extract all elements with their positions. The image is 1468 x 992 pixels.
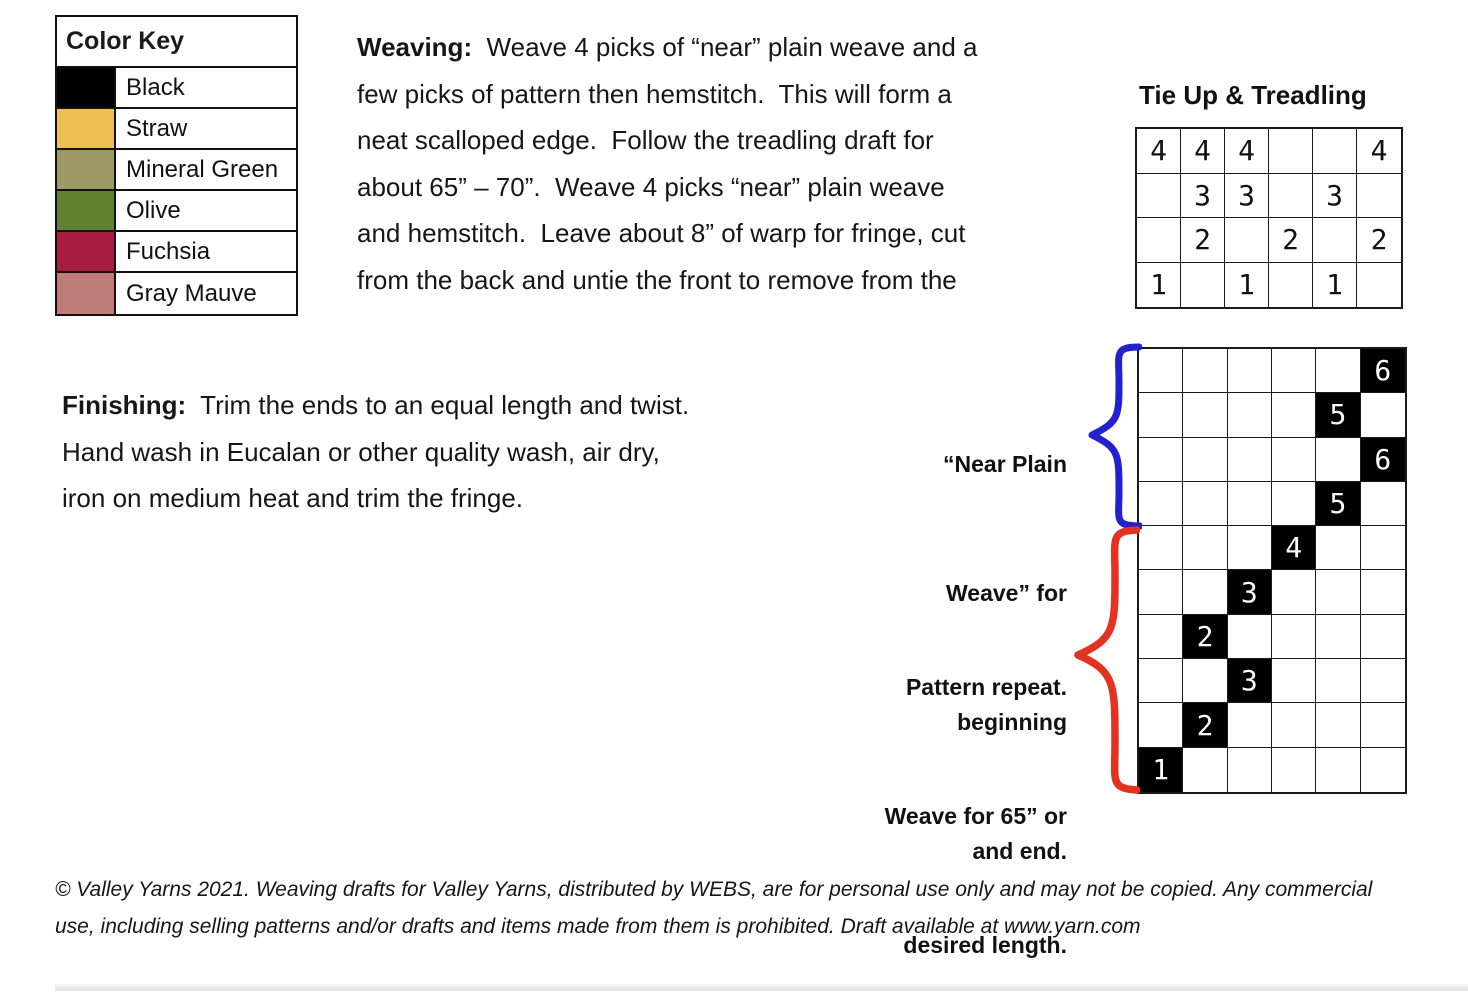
grid-cell: [1139, 570, 1183, 614]
grid-cell: [1139, 438, 1183, 482]
weaving-line: about 65” – 70”. Weave 4 picks “near” plain weave: [357, 171, 945, 202]
tieup-grid: [1135, 127, 1403, 309]
grid-cell: [1361, 570, 1405, 614]
grid-cell: 2: [1357, 218, 1401, 263]
grid-cell: [1269, 174, 1313, 219]
color-swatch-black: [57, 68, 116, 107]
grid-cell: 4: [1272, 526, 1316, 570]
grid-cell: [1139, 615, 1183, 659]
grid-cell: 5: [1316, 393, 1360, 437]
grid-cell: [1316, 659, 1360, 703]
color-name: Black: [126, 73, 185, 101]
near-plain-label-line: beginning: [957, 709, 1067, 735]
copyright-line: © Valley Yarns 2021. Weaving drafts for Valley Yarns, distributed by WEBS, are for personal use only and may not be copied. Any commercial: [55, 878, 1373, 901]
weaving-line: [357, 24, 977, 71]
color-swatch-fuchsia: [57, 232, 116, 271]
color-swatch-gray-mauve: [57, 273, 116, 314]
color-key-row: [57, 150, 296, 191]
color-key-row: [57, 273, 296, 314]
color-name: Olive: [126, 196, 181, 224]
color-name: Straw: [126, 114, 188, 142]
grid-cell: [1316, 748, 1360, 792]
finishing-line: Hand wash in Eucalan or other quality wash, air dry,: [62, 436, 660, 467]
grid-cell: [1228, 526, 1272, 570]
grid-cell: [1228, 349, 1272, 393]
color-name: Fuchsia: [126, 237, 211, 265]
color-key-rows: [57, 68, 296, 314]
grid-cell: [1316, 703, 1360, 747]
grid-cell: [1316, 570, 1360, 614]
grid-cell: 6: [1361, 438, 1405, 482]
grid-cell: [1228, 438, 1272, 482]
grid-cell: [1183, 570, 1227, 614]
grid-cell: 1: [1313, 263, 1357, 308]
grid-cell: [1183, 526, 1227, 570]
grid-cell: 6: [1361, 349, 1405, 393]
finishing-line: iron on medium heat and trim the fringe.: [62, 483, 524, 513]
grid-cell: 4: [1225, 129, 1269, 174]
grid-cell: [1361, 393, 1405, 437]
pattern-repeat-brace-path: [1078, 530, 1137, 790]
finishing-text: Trim the ends to an equal length and twist.: [186, 390, 690, 420]
grid-cell: [1361, 482, 1405, 526]
grid-cell: [1361, 748, 1405, 792]
grid-cell: 2: [1183, 615, 1227, 659]
grid-cell: [1272, 615, 1316, 659]
grid-cell: 3: [1228, 659, 1272, 703]
grid-cell: 3: [1181, 174, 1225, 219]
finishing-line: [62, 382, 689, 429]
grid-cell: [1139, 703, 1183, 747]
grid-cell: [1272, 748, 1316, 792]
weaving-paragraph: [357, 24, 977, 303]
pattern-repeat-label-line: Pattern repeat.: [905, 674, 1067, 700]
grid-cell: [1183, 349, 1227, 393]
weaving-text: Weave 4 picks of “near” plain weave and a: [472, 32, 978, 62]
color-key-table: [55, 15, 298, 316]
grid-cell: 5: [1316, 482, 1360, 526]
color-key-title: Color Key: [57, 17, 296, 68]
grid-cell: 1: [1225, 263, 1269, 308]
color-key-row: [57, 109, 296, 150]
grid-cell: [1272, 438, 1316, 482]
grid-cell: [1225, 218, 1269, 263]
near-plain-label-line: and end.: [972, 838, 1067, 864]
pattern-repeat-label-line: desired length.: [903, 932, 1067, 958]
grid-cell: [1316, 526, 1360, 570]
grid-cell: [1228, 703, 1272, 747]
treadling-grid: [1137, 347, 1407, 794]
weaving-line: few picks of pattern then hemstitch. This will form a: [357, 78, 952, 109]
page-edge-divider: [55, 984, 1468, 991]
grid-cell: [1272, 393, 1316, 437]
finishing-paragraph: [62, 382, 689, 522]
grid-cell: [1183, 659, 1227, 703]
copyright-notice: [55, 872, 1440, 945]
grid-cell: [1361, 703, 1405, 747]
grid-cell: [1228, 748, 1272, 792]
grid-cell: [1272, 349, 1316, 393]
near-plain-label-line: Weave” for: [945, 580, 1067, 606]
grid-cell: [1139, 659, 1183, 703]
grid-cell: 4: [1137, 129, 1181, 174]
grid-cell: [1272, 570, 1316, 614]
grid-cell: 1: [1137, 263, 1181, 308]
grid-cell: 3: [1228, 570, 1272, 614]
grid-cell: [1316, 615, 1360, 659]
grid-cell: [1272, 482, 1316, 526]
color-swatch-straw: [57, 109, 116, 148]
grid-cell: [1357, 174, 1401, 219]
near-plain-label-line: “Near Plain: [943, 451, 1067, 477]
grid-cell: [1316, 349, 1360, 393]
grid-cell: [1361, 659, 1405, 703]
weaving-line: and hemstitch. Leave about 8” of warp for fringe, cut: [357, 218, 966, 248]
grid-cell: 3: [1225, 174, 1269, 219]
color-key-row: [57, 232, 296, 273]
grid-cell: [1183, 393, 1227, 437]
color-swatch-mineral-green: [57, 150, 116, 189]
grid-cell: [1269, 129, 1313, 174]
grid-cell: [1139, 526, 1183, 570]
grid-cell: [1228, 393, 1272, 437]
grid-cell: [1361, 615, 1405, 659]
grid-cell: [1272, 703, 1316, 747]
grid-cell: 3: [1313, 174, 1357, 219]
grid-cell: [1183, 748, 1227, 792]
grid-cell: [1183, 438, 1227, 482]
grid-cell: [1181, 263, 1225, 308]
grid-cell: [1357, 263, 1401, 308]
grid-cell: 1: [1139, 748, 1183, 792]
grid-cell: 2: [1181, 218, 1225, 263]
color-name: Mineral Green: [126, 155, 279, 183]
tieup-title: Tie Up & Treadling: [1139, 80, 1367, 110]
color-key-row: [57, 68, 296, 109]
grid-cell: [1228, 482, 1272, 526]
grid-cell: 2: [1269, 218, 1313, 263]
grid-cell: [1137, 218, 1181, 263]
color-swatch-olive: [57, 191, 116, 230]
grid-cell: 4: [1357, 129, 1401, 174]
finishing-label: Finishing:: [62, 390, 187, 420]
pattern-repeat-brace: [1072, 526, 1140, 794]
grid-cell: [1183, 482, 1227, 526]
copyright-line: use, including selling patterns and/or drafts and items made from them is prohibited. Draft available at www.yarn.com: [55, 914, 1141, 938]
grid-cell: [1316, 438, 1360, 482]
near-plain-brace: [1082, 343, 1142, 530]
grid-cell: [1139, 393, 1183, 437]
grid-cell: [1139, 482, 1183, 526]
grid-cell: [1269, 263, 1313, 308]
grid-cell: [1137, 174, 1181, 219]
grid-cell: [1272, 659, 1316, 703]
pattern-repeat-label-line: Weave for 65” or: [884, 803, 1067, 829]
weaving-line: from the back and untie the front to remove from the: [357, 264, 957, 295]
grid-cell: [1361, 526, 1405, 570]
grid-cell: 4: [1181, 129, 1225, 174]
weaving-line: neat scalloped edge. Follow the treadling draft for: [357, 125, 934, 155]
color-key-row: [57, 191, 296, 232]
color-name: Gray Mauve: [126, 279, 257, 307]
grid-cell: [1313, 218, 1357, 263]
grid-cell: [1313, 129, 1357, 174]
near-plain-brace-path: [1092, 347, 1140, 526]
grid-cell: [1228, 615, 1272, 659]
grid-cell: 2: [1183, 703, 1227, 747]
grid-cell: [1139, 349, 1183, 393]
weaving-label: Weaving:: [357, 32, 473, 62]
